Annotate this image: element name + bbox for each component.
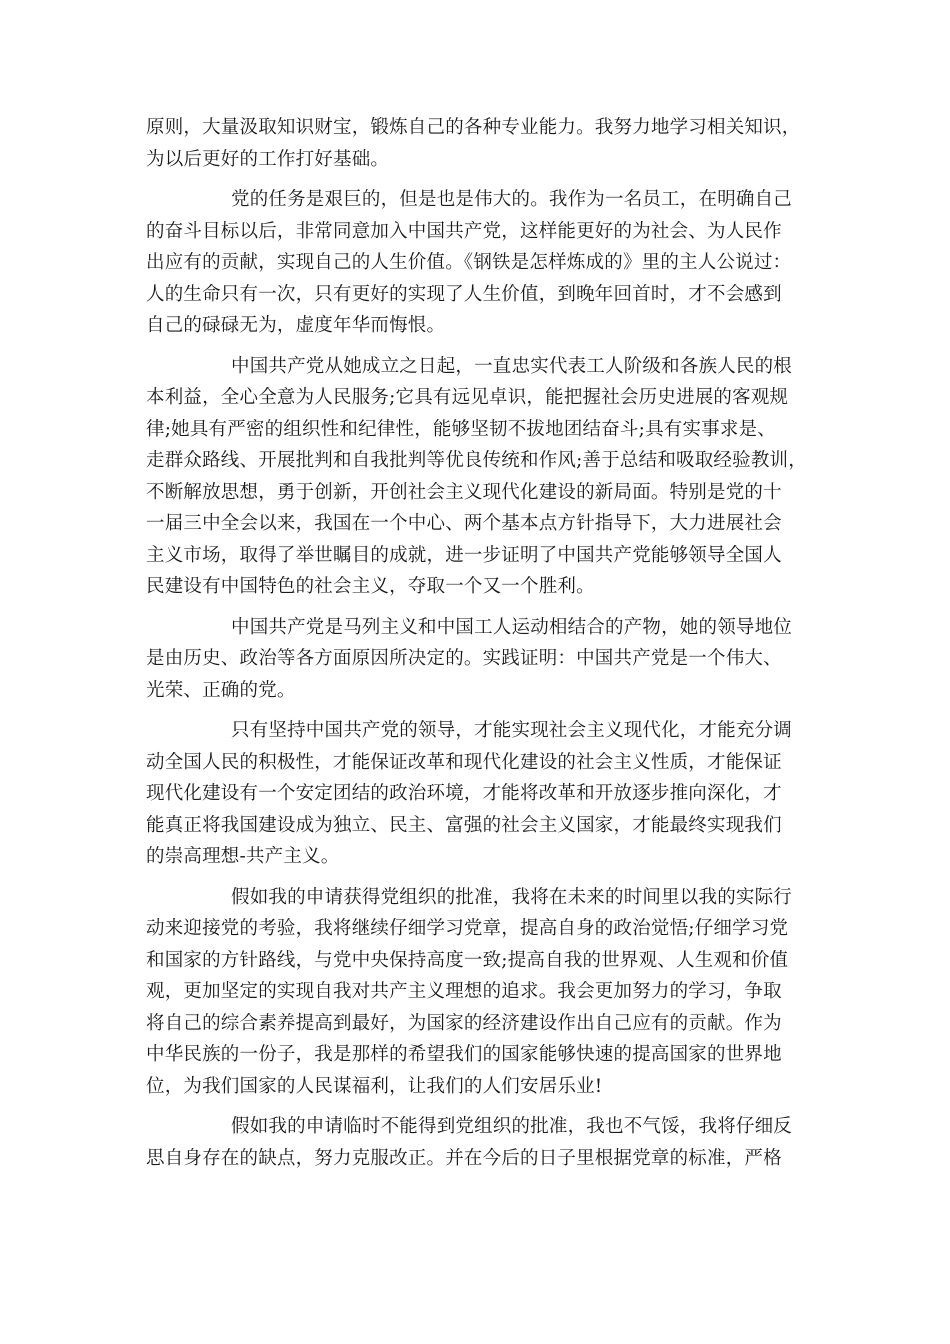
text-line: 为以后更好的工作打好基础。 — [146, 148, 390, 170]
text-line: 本利益，全心全意为人民服务;它具有远见卓识，能把握社会历史进展的客观规 — [146, 387, 789, 408]
text-line: 是由历史、政治等各方面原因所决定的。实践证明：中国共产党是一个伟大、 — [146, 648, 782, 669]
text-line: 自己的碌碌无为，虚度年华而悔恨。 — [146, 315, 446, 336]
text-line: 思自身存在的缺点，努力克服改正。并在今后的日子里根据党章的标准，严格 — [146, 1147, 782, 1169]
text-line: 不断解放思想，勇于创新，开创社会主义现代化建设的新局面。特别是党的十 — [146, 481, 782, 503]
text-line: 原则，大量汲取知识财宝，锻炼自己的各种专业能力。我努力地学习相关知识， — [146, 117, 801, 138]
text-line: 观，更加坚定的实现自我对共产主义理想的追求。我会更加努力的学习，争取 — [146, 981, 782, 1002]
paragraph — [146, 1111, 822, 1174]
text-line: 的崇高理想-共产主义。 — [146, 846, 340, 867]
text-line: 民建设有中国特色的社会主义，夺取一个又一个胜利。 — [146, 576, 595, 597]
text-line: 出应有的贡献，实现自己的人生价值。《钢铁是怎样炼成的》里的主人公说过： — [146, 252, 792, 273]
text-line: 律;她具有严密的组织性和纪律性，能够坚韧不拔地团结奋斗;具有实事求是、 — [146, 418, 776, 440]
text-line: 的奋斗目标以后，非常同意加入中国共产党，这样能更好的为社会、为人民作 — [146, 220, 782, 242]
text-line: 动来迎接党的考验，我将继续仔细学习党章，提高自身的政治觉悟;仔细学习党 — [146, 918, 789, 939]
text-line: 位，为我们国家的人民谋福利，让我们的人们安居乐业! — [146, 1075, 603, 1097]
text-line: 主义市场，取得了举世瞩目的成就，进一步证明了中国共产党能够领导全国人 — [146, 544, 782, 566]
paragraph — [146, 112, 822, 175]
text-line: 中华民族的一份子，我是那样的希望我们的国家能够快速的提高国家的世界地 — [146, 1044, 782, 1065]
text-line: 中国共产党从她成立之日起，一直忠实代表工人阶级和各族人民的根 — [231, 355, 793, 377]
text-line: 假如我的申请获得党组织的批准，我将在未来的时间里以我的实际行 — [231, 886, 793, 908]
text-line: 假如我的申请临时不能得到党组织的批准，我也不气馁，我将仔细反 — [231, 1116, 793, 1137]
text-line: 现代化建设有一个安定团结的政治环境，才能将改革和开放逐步推向深化，才 — [146, 783, 782, 804]
text-line: 只有坚持中国共产党的领导，才能实现社会主义现代化，才能充分调 — [231, 720, 793, 741]
document-body — [146, 112, 822, 1183]
text-line: 能真正将我国建设成为独立、民主、富强的社会主义国家，才能最终实现我们 — [146, 814, 782, 836]
text-line: 光荣、正确的党。 — [146, 679, 296, 701]
paragraph — [146, 184, 822, 342]
text-line: 人的生命只有一次，只有更好的实现了人生价值，到晚年回首时，才不会感到 — [146, 283, 782, 305]
text-line: 党的任务是艰巨的，但是也是伟大的。我作为一名员工，在明确自己 — [231, 189, 793, 210]
text-line: 动全国人民的积极性，才能保证改革和现代化建设的社会主义性质，才能保证 — [146, 751, 782, 773]
paragraph — [146, 612, 822, 707]
paragraph — [146, 351, 822, 603]
text-line: 一届三中全会以来，我国在一个中心、两个基本点方针指导下，大力进展社会 — [146, 513, 782, 534]
text-line: 走群众路线、开展批判和自我批判等优良传统和作风;善于总结和吸取经验教训， — [146, 450, 807, 471]
paragraph — [146, 715, 822, 873]
text-line: 和国家的方针路线，与党中央保持高度一致;提高自我的世界观、人生观和价值 — [146, 949, 789, 971]
text-line: 将自己的综合素养提高到最好，为国家的经济建设作出自己应有的贡献。作为 — [146, 1012, 782, 1034]
paragraph — [146, 882, 822, 1103]
text-line: 中国共产党是马列主义和中国工人运动相结合的产物，她的领导地位 — [231, 616, 793, 638]
